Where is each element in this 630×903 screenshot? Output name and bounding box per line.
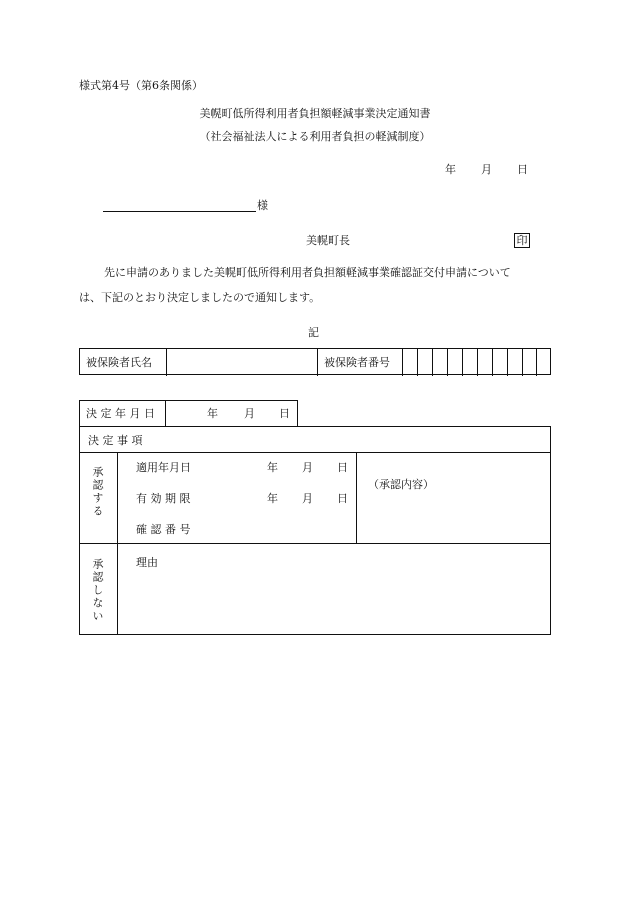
validity-day-label: 日: [337, 492, 348, 505]
decision-day-label: 日: [279, 407, 290, 420]
insured-number-digit[interactable]: [462, 349, 478, 376]
insured-number-digit[interactable]: [432, 349, 448, 376]
reason-label: 理由: [136, 556, 158, 569]
insured-number-digit[interactable]: [536, 349, 551, 376]
body-line-1: 先に申請のありました美幌町低所得利用者負担額軽減事業確認証交付申請について: [104, 266, 511, 279]
addressee-suffix: 様: [257, 199, 268, 212]
insured-table: [79, 348, 551, 375]
date-day-label: 日: [517, 163, 528, 176]
apply-year-label: 年: [267, 461, 278, 474]
addressee-underline[interactable]: [103, 211, 256, 212]
apply-month-label: 月: [302, 461, 313, 474]
decision-items-label: 決 定 事 項: [88, 434, 143, 447]
body-line-2: は、下記のとおり決定しましたので通知します。: [79, 291, 321, 304]
confirm-number-label: 確 認 番 号: [136, 523, 191, 536]
ki-label: 記: [308, 326, 319, 339]
insured-name-label: 被保険者氏名: [86, 356, 152, 369]
decision-date-field[interactable]: [166, 401, 297, 425]
validity-label: 有 効 期 限: [136, 492, 191, 505]
reason-field[interactable]: [118, 544, 550, 634]
decision-table: [79, 400, 551, 635]
insured-number-digit[interactable]: [477, 349, 493, 376]
date-month-label: 月: [481, 163, 492, 176]
approve-label: 承認する: [91, 466, 104, 518]
decision-year-label: 年: [207, 407, 218, 420]
validity-year-label: 年: [267, 492, 278, 505]
validity-month-label: 月: [302, 492, 313, 505]
apply-date-label: 適用年月日: [136, 461, 191, 474]
insured-number-digit[interactable]: [417, 349, 433, 376]
approval-content-label: （承認内容）: [368, 478, 434, 491]
document-title: 美幌町低所得利用者負担額軽減事業決定通知書: [199, 107, 431, 120]
approval-content-field[interactable]: [357, 453, 550, 542]
issuer-name: 美幌町長: [306, 234, 350, 247]
form-number: 様式第4号（第6条関係）: [79, 79, 203, 92]
document-subtitle: （社会福祉法人による利用者負担の軽減制度）: [199, 130, 431, 143]
insured-number-digit[interactable]: [492, 349, 508, 376]
seal-box: 印: [514, 233, 530, 248]
insured-number-digit[interactable]: [447, 349, 463, 376]
decision-month-label: 月: [244, 407, 255, 420]
insured-number-label: 被保険者番号: [324, 356, 390, 369]
insured-number-digit[interactable]: [402, 349, 418, 376]
apply-day-label: 日: [337, 461, 348, 474]
insured-number-digit[interactable]: [507, 349, 523, 376]
not-approve-label: 承認しない: [91, 558, 104, 623]
insured-number-digit[interactable]: [522, 349, 537, 376]
decision-date-label: 決 定 年 月 日: [86, 407, 155, 420]
date-year-label: 年: [445, 163, 456, 176]
